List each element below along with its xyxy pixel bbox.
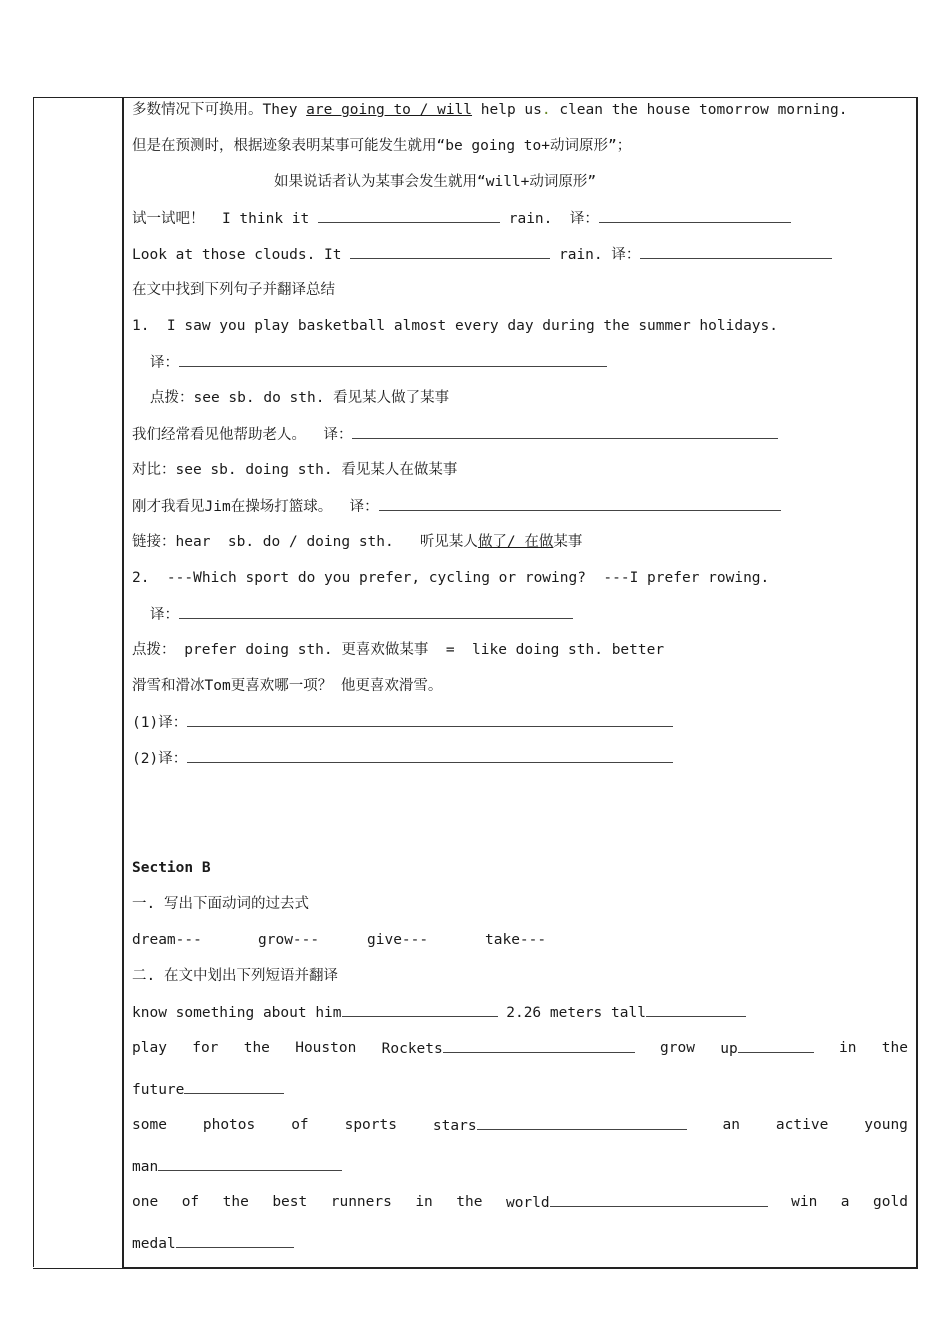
verb-list [132, 930, 546, 950]
sentence-1: 1. I saw you play basketball almost every day during the summer holidays. [132, 318, 779, 334]
translation-blank[interactable] [352, 424, 778, 439]
answer-blank[interactable] [158, 1156, 342, 1171]
exercise-line-1: 试一试吧！ I think it rain. 译： [132, 208, 791, 229]
answer-blank[interactable] [176, 1233, 294, 1248]
phrase-line: future [132, 1079, 284, 1100]
question-1: 一. 写出下面动词的过去式 [132, 896, 309, 912]
table-bottom-border [122, 1267, 918, 1269]
translation-line: 译： [150, 352, 607, 373]
translation-blank[interactable] [640, 244, 832, 259]
answer-blank[interactable] [477, 1115, 687, 1130]
sentence-2: 2. ---Which sport do you prefer, cycling or rowing? ---I prefer rowing. [132, 570, 770, 586]
answer-blank[interactable] [443, 1038, 635, 1053]
table-column-divider [122, 97, 124, 1269]
phrase-line: know something about him 2.26 meters tall [132, 1002, 746, 1023]
answer-blank[interactable] [350, 244, 550, 259]
tip-see-do: 点拨：see sb. do sth. 看见某人做了某事 [150, 390, 450, 406]
translation-blank[interactable] [599, 208, 791, 223]
verb-item: take--- [485, 932, 547, 948]
translation-blank[interactable] [187, 712, 673, 727]
tip-prefer: 点拨： prefer doing sth. 更喜欢做某事 = like doing sth. better [132, 642, 665, 658]
answer-blank[interactable] [184, 1079, 284, 1094]
phrase-line: one of the best runners in the world win a gold [132, 1194, 908, 1211]
phrase-line: some photos of sports stars an active young [132, 1117, 908, 1134]
verb-item: give--- [367, 932, 429, 948]
translation-line: 刚才我看见Jim在操场打篮球。 译： [132, 496, 781, 517]
translation-line: 我们经常看见他帮助老人。 译： [132, 424, 778, 445]
grammar-note-line: 多数情况下可换用。They are going to / will help us. clean the house tomorrow morning. [132, 102, 848, 118]
answer-blank[interactable] [646, 1002, 746, 1017]
phrase-line: man [132, 1156, 342, 1177]
answer-blank[interactable] [342, 1002, 498, 1017]
exercise-prefer: 滑雪和滑冰Tom更喜欢哪一项？ 他更喜欢滑雪。 [132, 678, 443, 694]
phrase-line: medal [132, 1233, 294, 1254]
answer-blank[interactable] [550, 1192, 768, 1207]
table-left-border [33, 97, 34, 1267]
translation-line: 译： [150, 604, 573, 625]
translation-line: (2)译： [132, 748, 673, 769]
will-note: 如果说话者认为某事会发生就用“will+动词原形” [274, 174, 597, 190]
translation-blank[interactable] [187, 748, 673, 763]
find-sentences-heading: 在文中找到下列句子并翻译总结 [132, 282, 335, 298]
prediction-note: 但是在预测时，根据迹象表明某事可能发生就用“be going to+动词原形”； [132, 138, 632, 154]
table-right-border [916, 97, 918, 1269]
verb-item: dream--- [132, 932, 202, 948]
answer-blank[interactable] [318, 208, 500, 223]
link-hear: 链接：hear sb. do / doing sth. 听见某人做了/ 在做某事 [132, 534, 583, 550]
phrase-line: play for the Houston Rockets grow up in the [132, 1040, 908, 1057]
question-2: 二. 在文中划出下列短语并翻译 [132, 968, 338, 984]
compare-see-doing: 对比：see sb. doing sth. 看见某人在做某事 [132, 462, 458, 478]
translation-line: (1)译： [132, 712, 673, 733]
translation-blank[interactable] [379, 496, 781, 511]
answer-blank[interactable] [738, 1038, 814, 1053]
exercise-line-2: Look at those clouds. It rain. 译： [132, 244, 832, 265]
translation-blank[interactable] [179, 352, 607, 367]
section-title: Section B [132, 860, 211, 876]
verb-item: grow--- [258, 932, 320, 948]
translation-blank[interactable] [179, 604, 573, 619]
